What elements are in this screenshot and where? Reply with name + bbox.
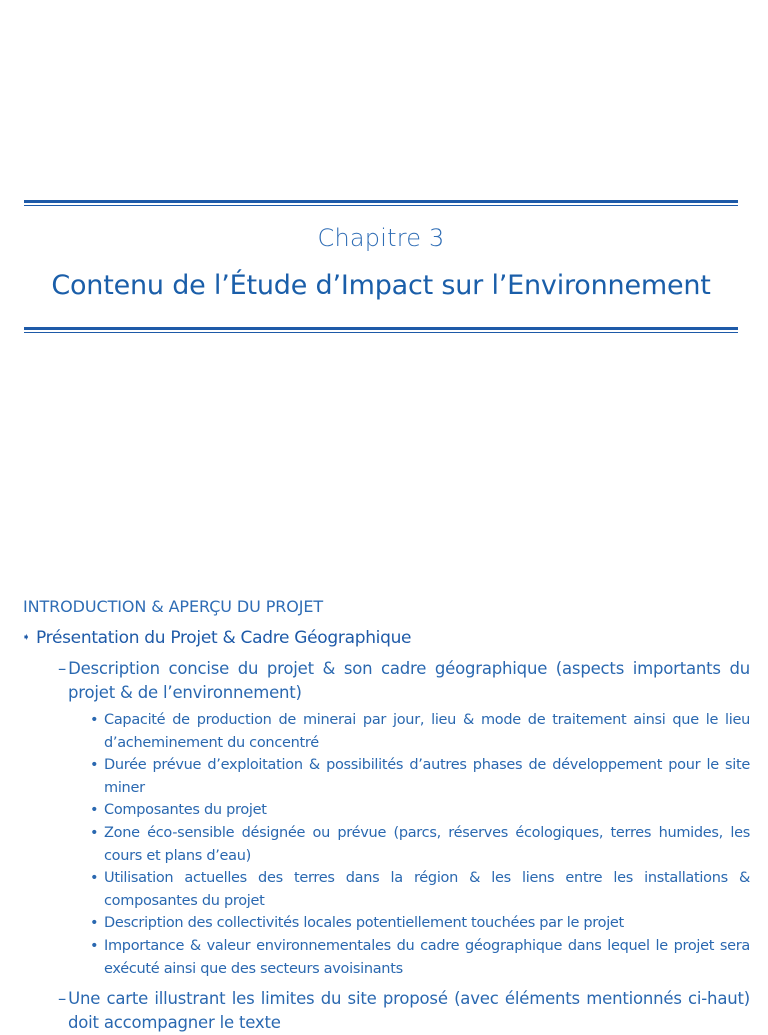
level2-item-map xyxy=(58,987,750,1035)
list-item: • Utilisation actuelles des terres dans la région & les liens entre les installations & composantes du projet xyxy=(90,867,750,912)
list-item: • Importance & valeur environnementales du cadre géographique dans lequel le projet sera exécuté ainsi que des secteurs avoisinants xyxy=(90,935,750,980)
dot-bullet-icon: • xyxy=(90,870,99,887)
top-double-rule xyxy=(24,200,738,206)
dot-bullet-icon: • xyxy=(90,915,99,932)
dash-bullet-icon: – xyxy=(58,659,67,678)
dot-bullet-icon: • xyxy=(90,802,99,819)
level2-text: Description concise du projet & son cadre géographique (aspects importants du projet & de l’environnement) xyxy=(68,659,750,702)
level2-text: Une carte illustrant les limites du site proposé (avec éléments mentionnés ci-haut) doit accompagner le texte xyxy=(68,989,750,1032)
list-item: • Capacité de production de minerai par jour, lieu & mode de traitement ainsi que le lieu d’acheminement du concentré xyxy=(90,709,750,754)
list-item: • Durée prévue d’exploitation & possibilités d’autres phases de développement pour le site miner xyxy=(90,754,750,799)
chapter-label: Chapitre 3 xyxy=(317,224,445,252)
dot-bullet-icon: • xyxy=(90,824,99,841)
level1-bullet-item xyxy=(22,628,752,648)
list-item: • Zone éco-sensible désignée ou prévue (parcs, réserves écologiques, terres humides, les cours et plans d’eau) xyxy=(90,822,750,867)
section-heading: INTRODUCTION & APERÇU DU PROJET xyxy=(23,597,324,616)
dash-bullet-icon: – xyxy=(58,989,67,1008)
arrow-bullet-icon: ➧ xyxy=(22,632,31,643)
chapter-title: Contenu de l’Étude d’Impact sur l’Environnement xyxy=(51,270,711,301)
list-item: • Composantes du projet xyxy=(90,799,750,822)
bottom-double-rule xyxy=(24,327,738,333)
dot-bullet-icon: • xyxy=(90,937,99,954)
dot-bullet-icon: • xyxy=(90,757,99,774)
level1-text: Présentation du Projet & Cadre Géographique xyxy=(36,628,412,648)
dot-bullet-icon: • xyxy=(90,712,99,728)
level3-list xyxy=(90,709,750,980)
list-item: • Description des collectivités locales potentiellement touchées par le projet xyxy=(90,912,750,935)
level2-item-description xyxy=(58,657,750,705)
